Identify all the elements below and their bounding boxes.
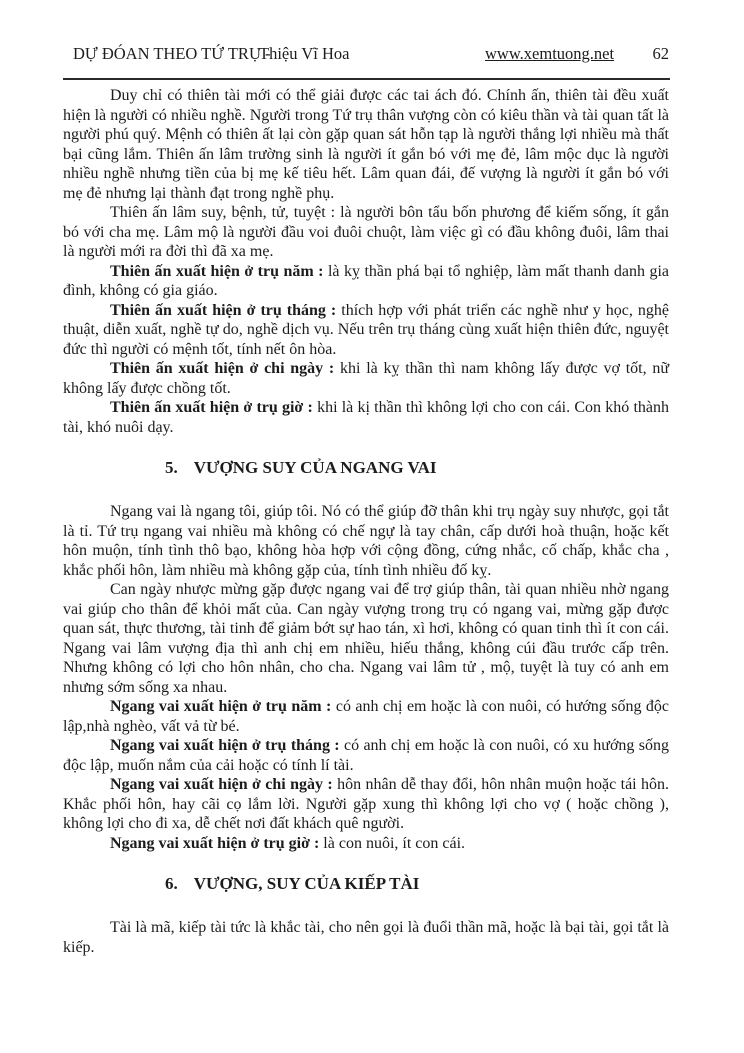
paragraph-ngang-vai-tru-nam — [63, 697, 669, 736]
paragraph-ngang-vai-tru-thang — [63, 736, 669, 775]
paragraph-ngang-vai-can-ngay — [63, 580, 669, 697]
paragraph-thien-an-tru-nam — [63, 262, 669, 301]
paragraph-text: Can ngày nhược mừng gặp được ngang vai để trợ giúp thân, tài quan nhiều nhờ ngang vai giúp cho thân để khỏi mất của. Can ngày vượng trong trụ có ngang vai, mừng gặp được quan sát, thực thương, tài tinh để giảm bớt sự hao tán, xì hơi, không có quan tinh thì ít con cái. Ngang vai lâm vượng địa thì anh chị em nhiều, hiếu thắng, không cúi đầu trước cấp trên. Nhưng không có lợi cho hôn nhân, cho cha. Ngang vai lâm tử , mộ, tuyệt là tuy có anh em nhưng sớm sống xa nhau. — [63, 581, 669, 696]
paragraph-lead: Ngang vai xuất hiện ở trụ giờ : — [110, 834, 320, 852]
paragraph-text: hôn nhân dễ thay đổi, hôn nhân muộn hoặc tái hôn. Khắc phối hôn, hay cãi cọ lắm lời. Người gặp xung thì không lợi cho vợ ( hoặc chồng ), không lợi cho đi xa, dễ chết nơi đất khách quê người. — [63, 776, 670, 832]
paragraph-ngang-vai-intro — [63, 502, 669, 580]
book-title: DỰ ĐÓAN THEO TỨ TRỤ - — [73, 44, 271, 63]
author-name: Thiệu Vĩ Hoa — [259, 44, 350, 63]
paragraph-lead: Ngang vai xuất hiện ở trụ tháng : — [110, 737, 340, 754]
paragraph-thien-an-chi-ngay — [63, 359, 669, 398]
section-number: 6. — [165, 874, 178, 893]
website-link[interactable]: www.xemtuong.net — [485, 44, 615, 63]
paragraph-lead: Ngang vai xuất hiện ở trụ năm : — [110, 698, 332, 715]
paragraph-text: là kỵ thần phá bại tổ nghiệp, làm mất thanh danh gia đình, không có gia giáo. — [63, 262, 669, 299]
paragraph-text: là con nuôi, ít con cái. — [319, 834, 466, 852]
section-title: VƯỢNG SUY CỦA NGANG VAI — [193, 458, 437, 477]
paragraph-ngang-vai-chi-ngay — [63, 775, 669, 834]
page-header — [63, 44, 669, 68]
section-title: VƯỢNG, SUY CỦA KIẾP TÀI — [193, 874, 420, 893]
paragraph-text: thích hợp với phát triển các nghề như y học, nghệ thuật, diễn xuất, nghề tự do, nghề dịch vụ. Nếu trên trụ tháng cùng xuất hiện thiên đức, nguyệt đức thì người có mệnh tốt, tính nết ôn hòa. — [63, 301, 669, 358]
paragraph-thien-an-tru-thang — [63, 301, 669, 360]
section-heading-5 — [165, 457, 669, 479]
document-text — [63, 86, 669, 957]
paragraph-text: Tài là mã, kiếp tài tức là khắc tài, cho nên gọi là đuổi thần mã, hoặc là bại tài, gọi tắt là kiếp. — [63, 919, 669, 956]
paragraph-thien-an-tru-gio — [63, 398, 669, 437]
section-heading-6 — [165, 873, 669, 895]
paragraph-lead: Thiên ấn xuất hiện ở trụ tháng : — [110, 301, 337, 319]
paragraph-lead: Thiên ấn xuất hiện ở chi ngày : — [110, 360, 335, 377]
paragraph-kiep-tai-intro — [63, 918, 669, 957]
paragraph-thien-an-lam-suy — [63, 203, 669, 262]
paragraph-text: Thiên ấn lâm suy, bệnh, tử, tuyệt : là người bôn tẩu bốn phương để kiếm sống, ít gắn bó với cha mẹ. Lâm mộ là người đầu voi đuôi chuột, làm việc gì có đầu không đuôi, lâm thai là người mới ra đời thì đã xa mẹ. — [63, 204, 669, 260]
paragraph-text: khi là kỵ thần thì nam không lấy được vợ tốt, nữ không lấy được chồng tốt. — [63, 360, 670, 397]
paragraph-text: có anh chị em hoặc là con nuôi, có hướng sống độc lập,nhà nghèo, vất vả từ bé. — [63, 698, 669, 735]
paragraph-lead: Ngang vai xuất hiện ở chi ngày : — [110, 776, 333, 793]
paragraph-ngang-vai-tru-gio — [63, 834, 669, 854]
paragraph-text: Duy chỉ có thiên tài mới có thể giải được các tai ách đó. Chính ấn, thiên tài đều xuất hiện là người có nhiều nghề. Người trong Tứ trụ thân vượng còn có kiêu thần và tài quan tất là người phú quý. Mệnh có thiên ất lại còn gặp quan sát hỗn tạp là người thắng lợi nhiều mà thất bại cũng lắm. Thiên ấn lâm trường sinh là người ít gắn bó với mẹ đẻ, lâm mộc dục là người nhiều nghề nhưng tiền của bị mẹ kế tiêu hết. Lâm quan đái, đế vượng là người ít gắn bó với mẹ đẻ nhưng lại thành đạt trong nghề phụ. — [63, 87, 669, 202]
paragraph-text: khi là kị thần thì không lợi cho con cái. Con khó thành tài, khó nuôi dạy. — [63, 399, 669, 436]
page-number: 62 — [652, 44, 669, 63]
section-number: 5. — [165, 458, 178, 477]
header-divider — [63, 78, 670, 80]
paragraph-text: có anh chị em hoặc là con nuôi, có xu hướng sống độc lập, muốn nắm của cải hoặc có tính lí tài. — [63, 737, 669, 774]
paragraph-lead: Thiên ấn xuất hiện ở trụ giờ : — [110, 399, 313, 416]
paragraph-text: Ngang vai là ngang tôi, giúp tôi. Nó có thể giúp đỡ thân khi trụ ngày suy nhược, gọi tắt là tỉ. Tứ trụ ngang vai nhiều mà không có chế ngự là tay chân, cấp dưới hoà thuận, hoặc kết hôn muộn, tính tình thô bạo, không hòa hợp với cộng đồng, cứng nhắc, cố chấp, khắc cha , khắc phối hôn, làm nhiều mà không gặp của, tính tình nhiều đố kỵ. — [63, 503, 669, 579]
paragraph-thien-an-intro — [63, 86, 669, 203]
paragraph-lead: Thiên ấn xuất hiện ở trụ năm : — [110, 262, 324, 280]
